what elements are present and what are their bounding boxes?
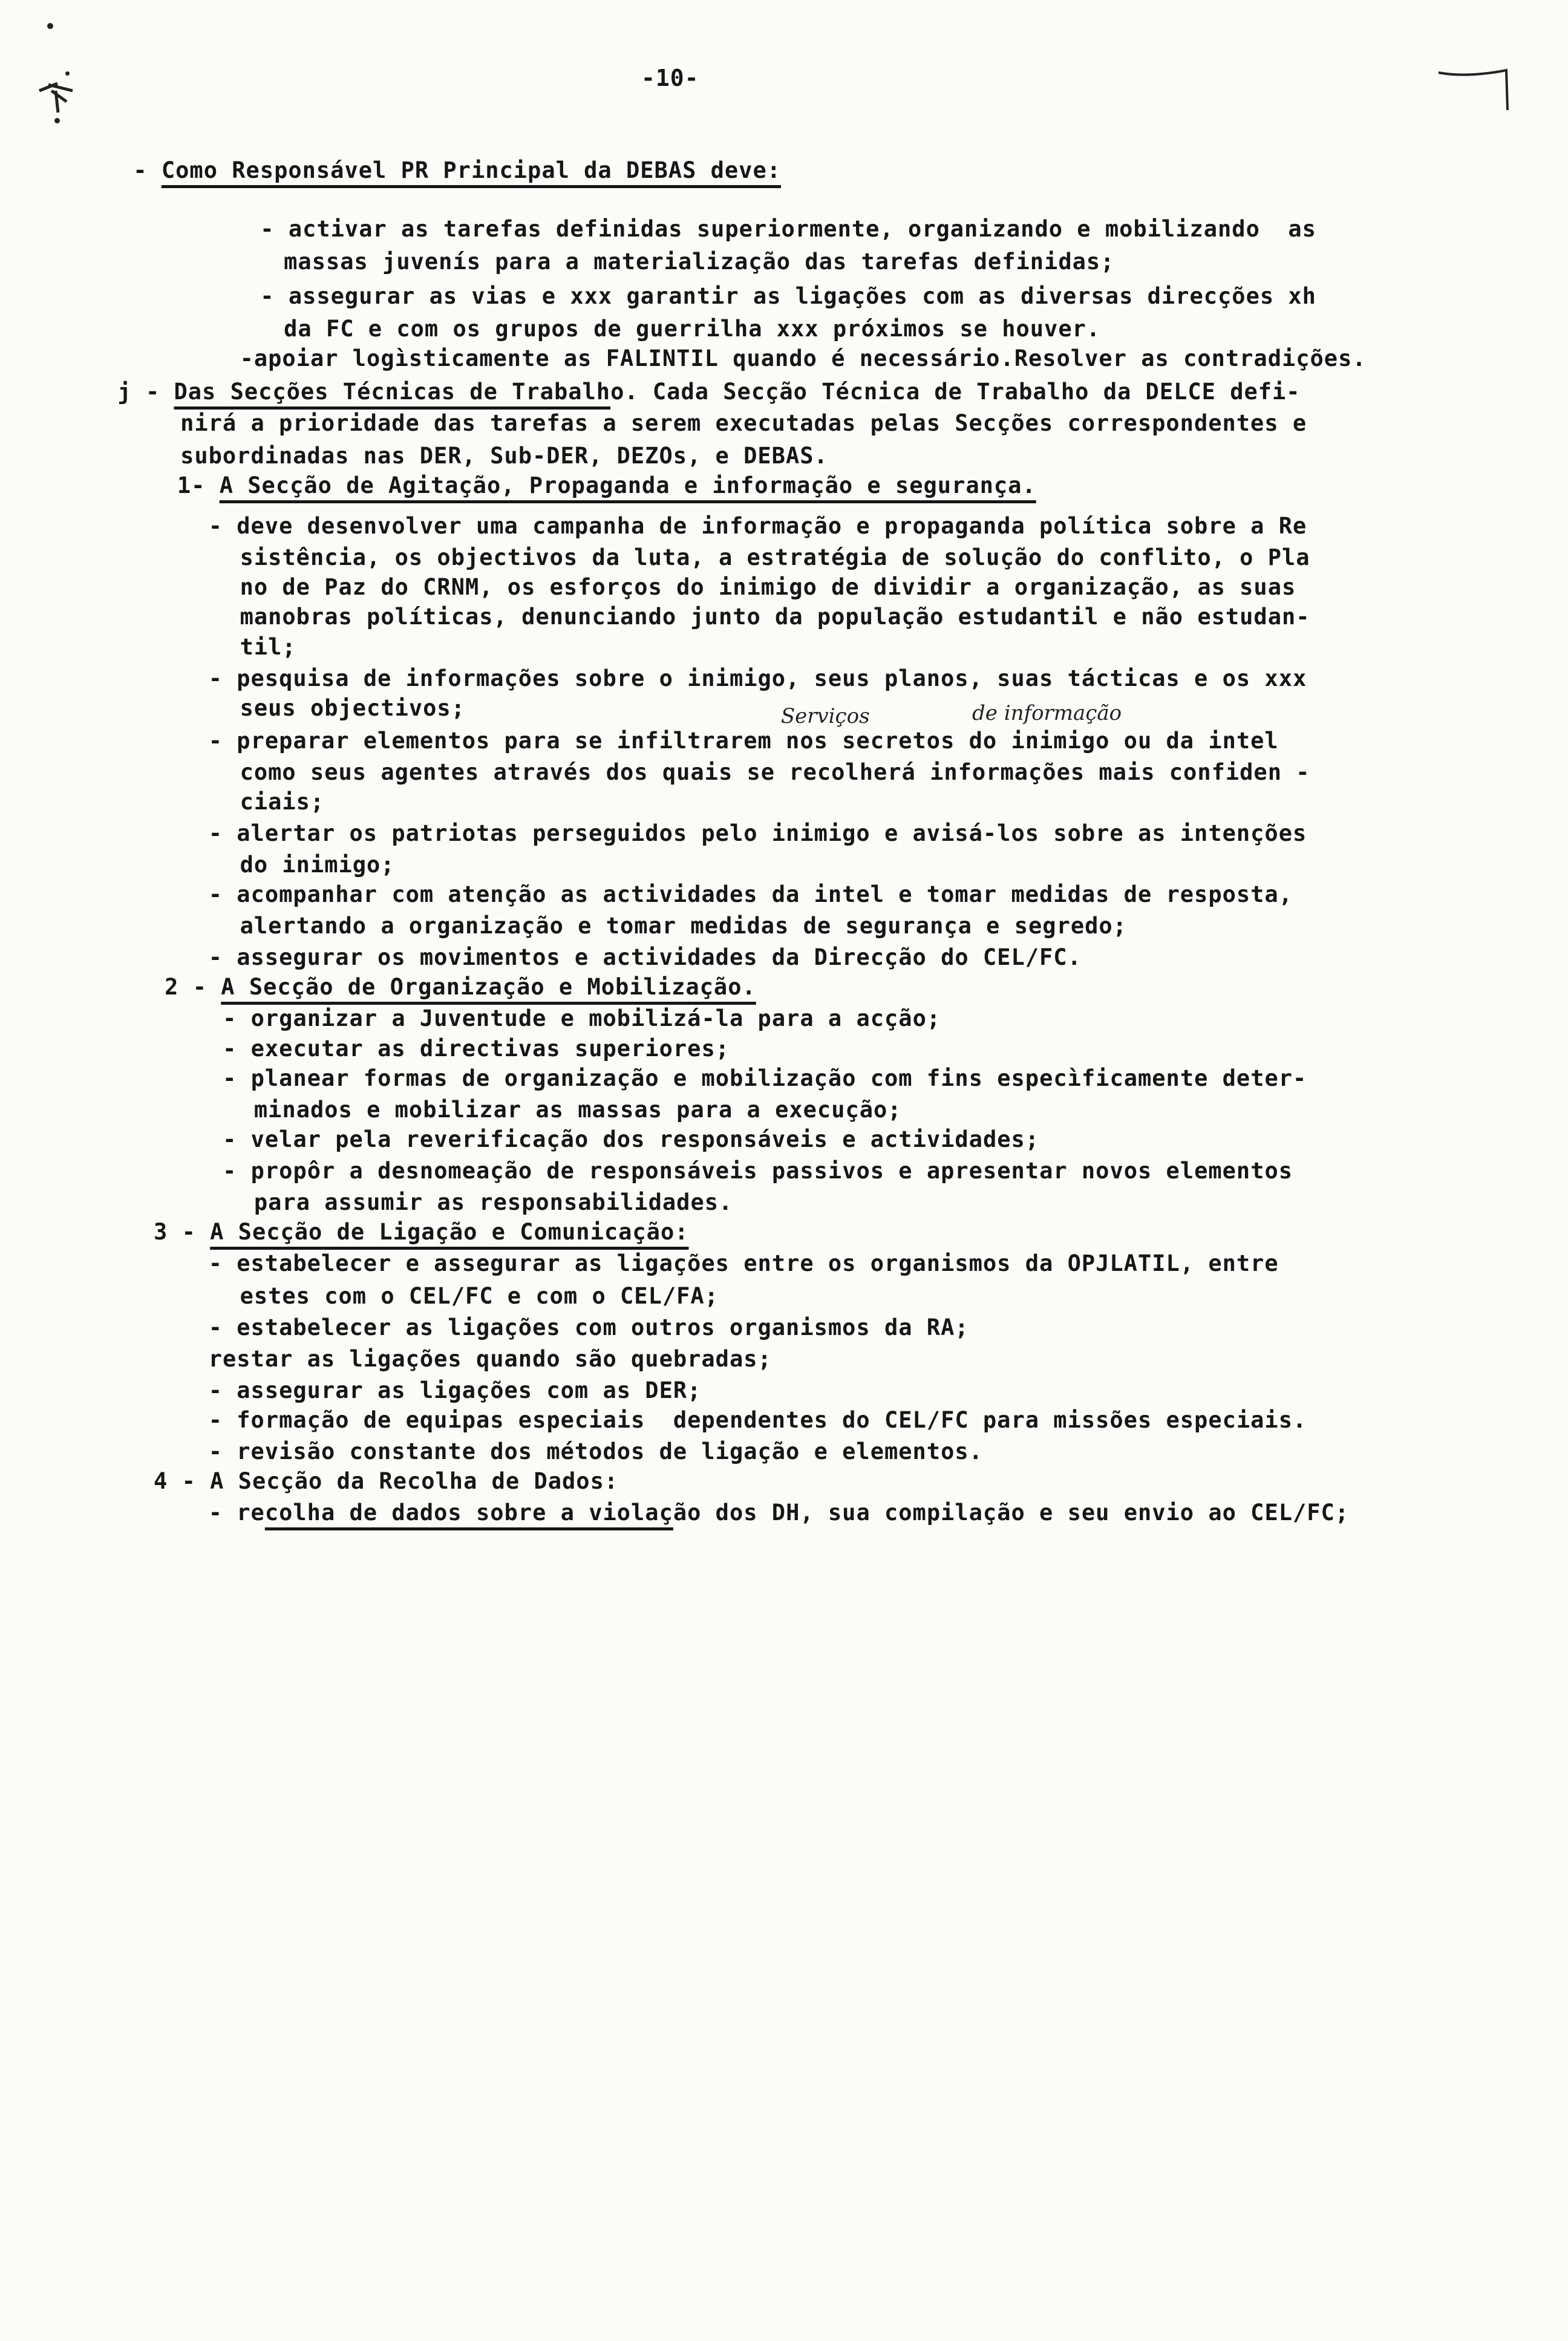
text-line: seus objectivos;: [240, 695, 465, 721]
text-line: 1- A Secção de Agitação, Propaganda e informação e segurança.: [177, 472, 1036, 498]
text-line: j - Das Secções Técnicas de Trabalho. Cada Secção Técnica de Trabalho da DELCE defi-: [117, 379, 1301, 405]
text-line: massas juvenís para a materialização das tarefas definidas;: [284, 249, 1115, 275]
page-number: -10-: [641, 65, 699, 91]
text-line: 4 - A Secção da Recolha de Dados:: [154, 1468, 619, 1494]
text-line: nirá a prioridade das tarefas a serem executadas pelas Secções correspondentes e: [180, 410, 1307, 436]
underlined-heading: colha de dados sobre a violaç: [264, 1500, 673, 1526]
underlined-heading: Como Responsável PR Principal da DEBAS deve:: [161, 157, 782, 183]
text-line: - assegurar os movimentos e actividades da Direcção do CEL/FC.: [208, 944, 1082, 970]
text-line: - estabelecer as ligações com outros organismos da RA;: [208, 1314, 969, 1340]
text-line: - formação de equipas especiais dependentes do CEL/FC para missões especiais.: [208, 1407, 1307, 1433]
text-line: - assegurar as vias e xxx garantir as ligações com as diversas direcções xh: [260, 283, 1316, 309]
text-line: estes com o CEL/FC e com o CEL/FA;: [240, 1283, 719, 1309]
text-line: - propôr a desnomeação de responsáveis passivos e apresentar novos elementos: [223, 1158, 1293, 1184]
text-line: - revisão constante dos métodos de ligação e elementos.: [208, 1438, 983, 1464]
text-line: para assumir as responsabilidades.: [253, 1189, 733, 1215]
speck: [47, 23, 53, 29]
text-line: minados e mobilizar as massas para a execução;: [253, 1097, 902, 1123]
text-line: til;: [240, 634, 296, 660]
handwritten-note: de informação: [972, 701, 1122, 726]
text-line: - organizar a Juventude e mobilizá-la para a acção;: [223, 1005, 941, 1031]
text-line: - preparar elementos para se infiltrarem nos secretos do inimigo ou da intel: [208, 728, 1279, 754]
text-line: - alertar os patriotas perseguidos pelo inimigo e avisá-los sobre as intenções: [208, 820, 1307, 846]
underlined-heading: Das Secções Técnicas de Trabalh: [174, 379, 611, 405]
speck: [54, 118, 60, 123]
text-line: -apoiar logìsticamente as FALINTIL quando é necessário.Resolver as contradições.: [240, 345, 1367, 371]
text-line: - Como Responsável PR Principal da DEBAS deve:: [133, 157, 782, 183]
text-line: manobras políticas, denunciando junto da população estudantil e não estudan-: [240, 604, 1310, 630]
text-line: - activar as tarefas definidas superiormente, organizando e mobilizando as: [260, 216, 1316, 242]
text-line: sistência, os objectivos da luta, a estratégia de solução do conflito, o Pla: [240, 544, 1310, 570]
text-line: restar as ligações quando são quebradas;: [208, 1346, 772, 1372]
text-line: subordinadas nas DER, Sub-DER, DEZOs, e DEBAS.: [180, 443, 828, 469]
text-line: ciais;: [240, 789, 325, 815]
text-line: como seus agentes através dos quais se recolherá informações mais confiden -: [240, 759, 1310, 785]
text-line: - executar as directivas superiores;: [223, 1036, 730, 1062]
text-line: da FC e com os grupos de guerrilha xxx próximos se houver.: [284, 316, 1101, 342]
text-line: - recolha de dados sobre a violação dos DH, sua compilação e seu envio ao CEL/FC;: [208, 1500, 1350, 1526]
text-line: - velar pela reverificação dos responsáveis e actividades;: [223, 1126, 1040, 1152]
underlined-heading: A Secção de Organização e Mobilização.: [221, 974, 756, 1000]
text-line: - deve desenvolver uma campanha de informação e propaganda política sobre a Re: [208, 513, 1307, 539]
text-line: 3 - A Secção de Ligação e Comunicação:: [154, 1219, 689, 1245]
underlined-heading: A Secção de Agitação, Propaganda e informação e segurança.: [219, 472, 1036, 498]
text-line: do inimigo;: [240, 852, 395, 878]
underlined-heading: A Secção de Ligação e Comunicação:: [210, 1219, 689, 1245]
handwritten-note: Serviços: [780, 704, 870, 729]
speck: [65, 71, 70, 76]
text-line: - pesquisa de informações sobre o inimigo, seus planos, suas tácticas e os xxx: [208, 665, 1307, 691]
text-line: alertando a organização e tomar medidas de segurança e segredo;: [240, 913, 1127, 939]
text-line: 2 - A Secção de Organização e Mobilização.: [165, 974, 756, 1000]
text-line: no de Paz do CRNM, os esforços do inimigo de dividir a organização, as suas: [240, 574, 1296, 600]
text-line: - acompanhar com atenção as actividades da intel e tomar medidas de resposta,: [208, 881, 1293, 907]
text-line: - planear formas de organização e mobilização com fins especìficamente deter-: [223, 1065, 1307, 1091]
text-line: - estabelecer e assegurar as ligações entre os organismos da OPJLATIL, entre: [208, 1250, 1279, 1276]
text-line: - assegurar as ligações com as DER;: [208, 1377, 702, 1403]
